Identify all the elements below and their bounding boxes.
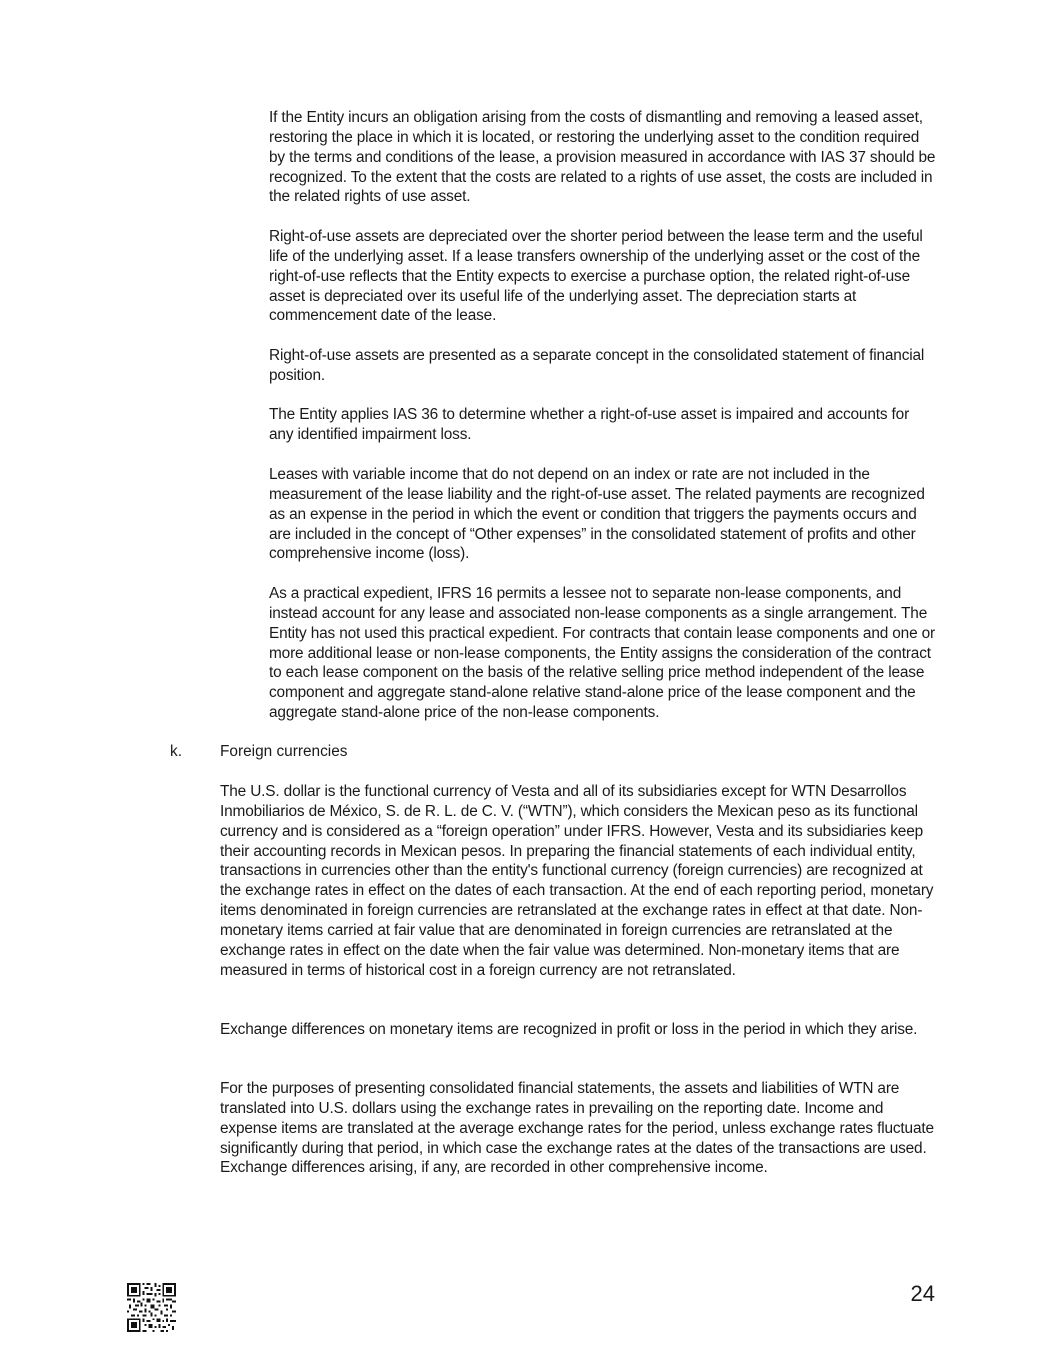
page-number: 24	[910, 1281, 935, 1306]
section-title: Foreign currencies	[220, 743, 348, 760]
lease-paragraph-presentation: Right-of-use assets are presented as a separate concept in the consolidated statement of financial position.	[269, 347, 925, 384]
lease-paragraph-depreciation: Right-of-use assets are depreciated over the shorter period between the lease term and the useful life of the underlying asset. If a lease transfers ownership of the underlying asset or the cost of the right-of-use reflects that the Entity expects to exercise a purchase option, the related right-of-use asset is depreciated over its useful life of the underlying asset. The depreciation starts at commencement date of the lease.	[269, 228, 923, 325]
lease-paragraph-practical-expedient: As a practical expedient, IFRS 16 permits a lessee not to separate non-lease components, and instead account for any lease and associated non-lease components as a single arrangement. The Entity has not used this practical expedient. For contracts that contain lease components and one or more additional lease or non-lease components, the Entity assigns the consideration of the contract to each lease component on the basis of the relative selling price method independent of the lease component and aggregate stand-alone relative stand-alone price of the lease component and the aggregate stand-alone price of the non-lease components.	[269, 585, 936, 722]
qr-code-icon	[127, 1283, 176, 1332]
lease-paragraph-dismantling: If the Entity incurs an obligation arising from the costs of dismantling and removing a leased asset, restoring the place in which it is located, or restoring the underlying asset to the condition required by the terms and conditions of the lease, a provision measured in accordance with IAS 37 should be recognized. To the extent that the costs are related to a rights of use asset, the costs are included in the related rights of use asset.	[269, 109, 936, 206]
lease-paragraph-impairment: The Entity applies IAS 36 to determine whether a right-of-use asset is impaired and accounts for any identified impairment loss.	[269, 406, 910, 443]
section-letter: k.	[170, 743, 182, 760]
lease-paragraph-variable-income: Leases with variable income that do not depend on an index or rate are not included in the measurement of the lease liability and the right-of-use asset. The related payments are recognized as an expense in the period in which the event or condition that triggers the payments occurs and are included in the concept of “Other expenses” in the consolidated statement of profits and other comprehensive income (loss).	[269, 466, 925, 563]
fx-paragraph-exchange-differences: Exchange differences on monetary items are recognized in profit or loss in the period in which they arise.	[220, 1021, 918, 1038]
fx-paragraph-functional-currency: The U.S. dollar is the functional currency of Vesta and all of its subsidiaries except for WTN Desarrollos Inmobiliarios de México, S. de R. L. de C. V. (“WTN”), which considers the Mexican peso as its functional currency and is considered as a “foreign operation” under IFRS. However, Vesta and its subsidiaries keep their accounting records in Mexican pesos. In preparing the financial statements of each individual entity, transactions in currencies other than the entity's functional currency (foreign currencies) are recognized at the exchange rates in effect on the dates of each transaction. At the end of each reporting period, monetary items denominated in foreign currencies are retranslated at the exchange rates in effect at that date. Non-monetary items carried at fair value that are denominated in foreign currencies are retranslated at the exchange rates in effect on the date when the fair value was determined. Non-monetary items that are measured in terms of historical cost in a foreign currency are not retranslated.	[220, 783, 934, 979]
fx-paragraph-translation: For the purposes of presenting consolidated financial statements, the assets and liabilities of WTN are translated into U.S. dollars using the exchange rates in prevailing on the reporting date. Income and expense items are translated at the average exchange rates for the period, unless exchange rates fluctuate significantly during that period, in which case the exchange rates at the dates of the transactions are used. Exchange differences arising, if any, are recorded in other comprehensive income.	[220, 1080, 934, 1177]
